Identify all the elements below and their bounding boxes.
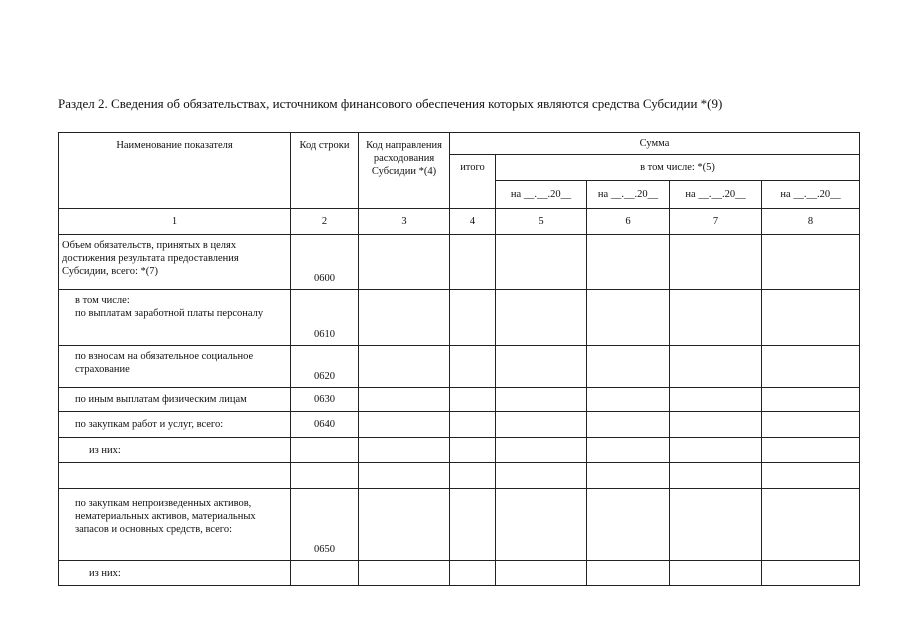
table-cell[interactable] xyxy=(670,388,762,412)
table-row xyxy=(59,438,860,463)
column-number-row xyxy=(59,209,860,235)
table-cell[interactable] xyxy=(496,412,587,438)
table-cell[interactable] xyxy=(496,489,587,561)
table-row xyxy=(59,388,860,412)
table-cell[interactable] xyxy=(359,489,450,561)
table-cell[interactable] xyxy=(450,235,496,290)
table-cell[interactable] xyxy=(587,489,670,561)
row-code: 0600 xyxy=(291,235,359,290)
table-cell[interactable] xyxy=(496,438,587,463)
row-name: из них: xyxy=(59,561,291,586)
table-cell[interactable] xyxy=(359,463,450,489)
table-cell[interactable] xyxy=(496,346,587,388)
table-cell[interactable] xyxy=(587,412,670,438)
table-cell[interactable] xyxy=(450,388,496,412)
section-title: Раздел 2. Сведения об обязательствах, источником финансового обеспечения которых являются средства Субсидии *(9) xyxy=(58,96,723,111)
table-row xyxy=(59,235,860,290)
table-row xyxy=(59,412,860,438)
table-cell[interactable] xyxy=(670,489,762,561)
table-cell[interactable] xyxy=(762,388,860,412)
table-cell[interactable] xyxy=(359,438,450,463)
table-cell[interactable] xyxy=(587,346,670,388)
table-cell[interactable] xyxy=(762,235,860,290)
table-cell[interactable] xyxy=(587,388,670,412)
table-cell[interactable] xyxy=(762,412,860,438)
row-name[interactable] xyxy=(59,463,291,489)
header-date-col: на __.__.20__ xyxy=(670,181,762,209)
table-cell[interactable] xyxy=(359,412,450,438)
table-cell[interactable] xyxy=(450,561,496,586)
table-cell[interactable] xyxy=(496,561,587,586)
row-code: 0640 xyxy=(291,412,359,438)
obligations-table xyxy=(58,132,860,586)
table-cell[interactable] xyxy=(359,388,450,412)
table-cell[interactable] xyxy=(587,290,670,346)
table-cell[interactable] xyxy=(670,235,762,290)
table-cell[interactable] xyxy=(670,438,762,463)
table-row xyxy=(59,489,860,561)
table-cell[interactable] xyxy=(762,346,860,388)
table-cell[interactable] xyxy=(359,346,450,388)
row-name: из них: xyxy=(59,438,291,463)
column-number: 7 xyxy=(670,209,762,235)
column-number: 3 xyxy=(359,209,450,235)
header-total: итого xyxy=(450,155,496,209)
table-cell[interactable] xyxy=(450,463,496,489)
table-cell[interactable] xyxy=(450,438,496,463)
table-cell[interactable] xyxy=(450,346,496,388)
table-cell[interactable] xyxy=(670,463,762,489)
table-cell[interactable] xyxy=(670,346,762,388)
table-cell[interactable] xyxy=(496,388,587,412)
table-cell[interactable] xyxy=(670,561,762,586)
table-cell[interactable] xyxy=(762,290,860,346)
table-cell[interactable] xyxy=(450,489,496,561)
table-cell[interactable] xyxy=(496,235,587,290)
table-row xyxy=(59,561,860,586)
table-row xyxy=(59,346,860,388)
table-cell[interactable] xyxy=(450,412,496,438)
header-line-code: Код строки xyxy=(291,133,359,209)
table-cell[interactable] xyxy=(670,290,762,346)
table-cell[interactable] xyxy=(762,463,860,489)
table-cell[interactable] xyxy=(587,561,670,586)
header-date-col: на __.__.20__ xyxy=(496,181,587,209)
table-cell[interactable] xyxy=(496,290,587,346)
column-number: 5 xyxy=(496,209,587,235)
table-row xyxy=(59,463,860,489)
header-direction-code: Код направления расходования Субсидии *(4) xyxy=(359,133,450,209)
table-cell[interactable] xyxy=(587,438,670,463)
column-number: 8 xyxy=(762,209,860,235)
row-code: 0620 xyxy=(291,346,359,388)
row-name: по закупкам работ и услуг, всего: xyxy=(59,412,291,438)
row-name: по иным выплатам физическим лицам xyxy=(59,388,291,412)
header-indicator-name: Наименование показателя xyxy=(59,133,291,209)
column-number: 6 xyxy=(587,209,670,235)
table-cell[interactable] xyxy=(762,561,860,586)
row-name: по взносам на обязательное социальное страхование xyxy=(59,346,291,388)
row-code: 0630 xyxy=(291,388,359,412)
row-code[interactable] xyxy=(291,463,359,489)
table-cell[interactable] xyxy=(359,290,450,346)
column-number: 1 xyxy=(59,209,291,235)
row-code xyxy=(291,438,359,463)
row-name: Объем обязательств, принятых в целях достижения результата предоставления Субсидии, всего: *(7) xyxy=(59,235,291,290)
table-cell[interactable] xyxy=(359,561,450,586)
column-number: 4 xyxy=(450,209,496,235)
row-code: 0650 xyxy=(291,489,359,561)
table-cell[interactable] xyxy=(496,463,587,489)
table-cell[interactable] xyxy=(762,489,860,561)
table-row xyxy=(59,290,860,346)
table-cell[interactable] xyxy=(670,412,762,438)
header-sum: Сумма xyxy=(450,133,860,155)
table-cell[interactable] xyxy=(762,438,860,463)
header-date-col: на __.__.20__ xyxy=(587,181,670,209)
row-name: по закупкам непроизведенных активов, нематериальных активов, материальных запасов и основных средств, всего: xyxy=(59,489,291,561)
table-cell[interactable] xyxy=(359,235,450,290)
column-number: 2 xyxy=(291,209,359,235)
table-cell[interactable] xyxy=(587,235,670,290)
row-code xyxy=(291,561,359,586)
row-code: 0610 xyxy=(291,290,359,346)
row-name: в том числе: по выплатам заработной платы персоналу xyxy=(59,290,291,346)
table-cell[interactable] xyxy=(450,290,496,346)
header-date-col: на __.__.20__ xyxy=(762,181,860,209)
header-including: в том числе: *(5) xyxy=(496,155,860,181)
table-cell[interactable] xyxy=(587,463,670,489)
